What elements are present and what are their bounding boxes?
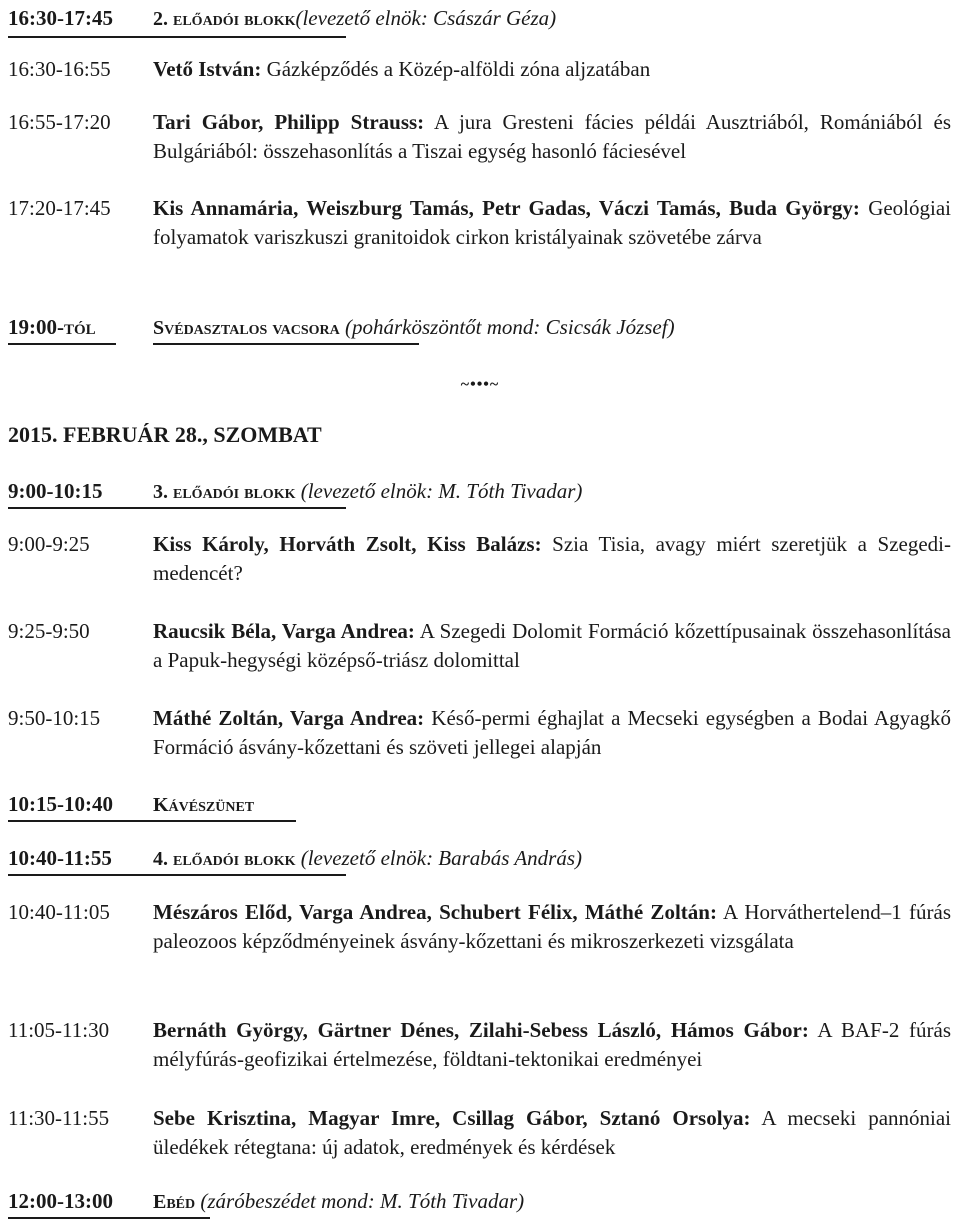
talk-content [153, 194, 951, 252]
block-time: 10:40-11:55 [8, 846, 112, 870]
talk-authors: Vető István: [153, 57, 262, 81]
talk-authors: Mészáros Előd, Varga Andrea, Schubert Félix, Máthé Zoltán: [153, 900, 717, 924]
talk-time: 9:25-9:50 [8, 619, 90, 643]
block-chair: (levezető elnök: Császár Géza) [295, 6, 557, 30]
talk-title: Szia Tisia, avagy miért szeretjük a Szegedi-medencét? [153, 532, 951, 585]
coffee-heading: Kávészünet [153, 794, 255, 816]
talk-title: Késő-permi éghajlat a Mecseki egységben a Bodai Agyagkő Formáció ásvány-kőzettani és szöveti jellegei alapján [153, 706, 951, 759]
talk-authors: Kiss Károly, Horváth Zsolt, Kiss Balázs: [153, 532, 542, 556]
underline [8, 820, 296, 822]
underline [8, 343, 116, 345]
talk-content [153, 55, 951, 84]
talk-time: 16:55-17:20 [8, 110, 111, 134]
talk-authors: Kis Annamária, Weiszburg Tamás, Petr Gadas, Váczi Tamás, Buda György: [153, 196, 860, 220]
block-title [153, 4, 951, 34]
block-heading: 4. előadói blokk [153, 848, 296, 870]
underline [8, 507, 346, 509]
talk-content [153, 108, 951, 166]
block-heading: 2. előadói blokk [153, 8, 296, 30]
block-heading: 3. előadói blokk [153, 481, 296, 503]
talk-title: A Szegedi Dolomit Formáció kőzettípusainak összehasonlítása a Papuk-hegységi középső-triász dolomittal [153, 619, 951, 672]
separator: ~•••~ [460, 376, 500, 393]
coffee-content [153, 790, 951, 820]
talk-time: 17:20-17:45 [8, 196, 111, 220]
talk-authors: Sebe Krisztina, Magyar Imre, Csillag Gábor, Sztanó Orsolya: [153, 1106, 751, 1130]
underline [8, 36, 346, 38]
talk-title: A jura Gresteni fácies példái Ausztriából, Romániából és Bulgáriából: összehasonlítás a Tiszai egység hasonló fáciesével [153, 110, 951, 163]
lunch-time: 12:00-13:00 [8, 1189, 113, 1213]
talk-content [153, 530, 951, 588]
dinner-note: (pohárköszöntőt mond: Csicsák József) [339, 315, 675, 339]
underline [153, 343, 419, 345]
talk-time: 9:00-9:25 [8, 532, 90, 556]
block-title [153, 844, 951, 874]
talk-content [153, 1016, 951, 1074]
lunch-note: (záróbeszédet mond: M. Tóth Tivadar) [195, 1189, 525, 1213]
talk-title: A Horváthertelend–1 fúrás paleozoos képződményeinek ásvány-kőzettani és mikroszerkezeti vizsgálata [153, 900, 951, 953]
talk-time: 11:05-11:30 [8, 1018, 110, 1042]
talk-time: 16:30-16:55 [8, 57, 111, 81]
block-title [153, 477, 951, 507]
coffee-time: 10:15-10:40 [8, 792, 113, 816]
dinner-content [153, 313, 951, 343]
talk-time: 11:30-11:55 [8, 1106, 110, 1130]
block-chair: (levezető elnök: M. Tóth Tivadar) [295, 479, 583, 503]
talk-authors: Bernáth György, Gärtner Dénes, Zilahi-Sebess László, Hámos Gábor: [153, 1018, 809, 1042]
talk-authors: Tari Gábor, Philipp Strauss: [153, 110, 425, 134]
talk-title: A mecseki pannóniai üledékek rétegtana: új adatok, eredmények és kérdések [153, 1106, 951, 1159]
talk-title: Gázképződés a Közép-alföldi zóna aljzatában [261, 57, 651, 81]
talk-authors: Máthé Zoltán, Varga Andrea: [153, 706, 425, 730]
underline [8, 1217, 210, 1219]
underline [8, 874, 346, 876]
talk-time: 10:40-11:05 [8, 900, 110, 924]
talk-authors: Raucsik Béla, Varga Andrea: [153, 619, 415, 643]
lunch-heading: Ebéd [153, 1191, 196, 1213]
dinner-time: 19:00-tól [8, 315, 96, 339]
talk-title: A BAF-2 fúrás mélyfúrás-geofizikai értelmezése, földtani-tektonikai eredményei [153, 1018, 951, 1071]
talk-time: 9:50-10:15 [8, 706, 101, 730]
lunch-content [153, 1187, 951, 1217]
talk-content [153, 1104, 951, 1162]
block-time: 9:00-10:15 [8, 479, 103, 503]
block-chair: (levezető elnök: Barabás András) [295, 846, 583, 870]
talk-content [153, 617, 951, 675]
talk-content [153, 898, 951, 956]
block-time: 16:30-17:45 [8, 6, 113, 30]
dinner-heading: Svédasztalos vacsora [153, 317, 340, 339]
talk-title: Geológiai folyamatok variszkuszi granitoidok cirkon kristályainak szövetébe zárva [153, 196, 952, 249]
talk-content [153, 704, 951, 762]
day-title: 2015. FEBRUÁR 28., SZOMBAT [8, 422, 322, 447]
